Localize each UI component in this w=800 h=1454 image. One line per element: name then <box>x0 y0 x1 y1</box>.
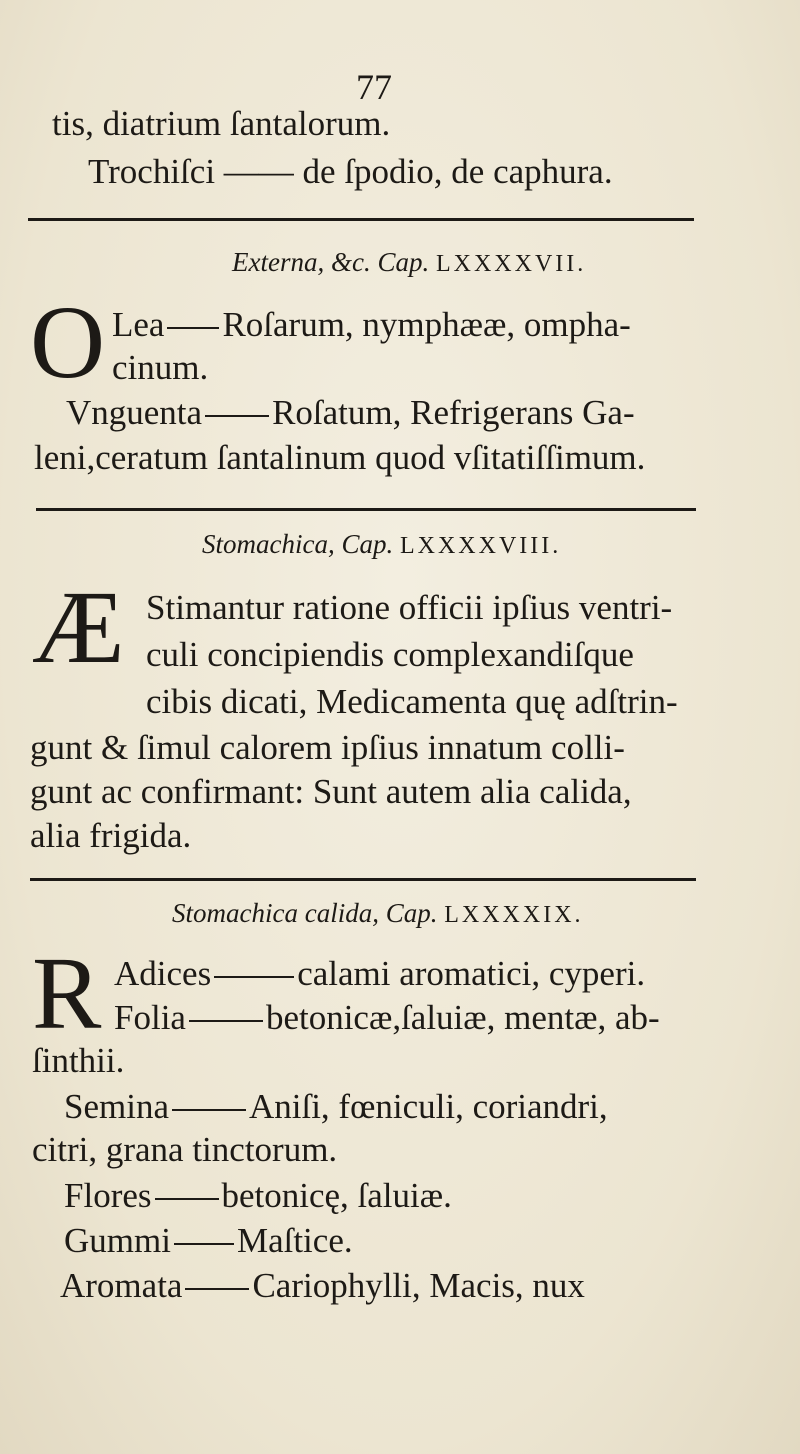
entry-label: Aromata <box>60 1266 183 1305</box>
text-line: cinum. <box>112 348 209 387</box>
entry-text: betonicę, ſaluiæ. <box>221 1176 452 1215</box>
text-line: gunt ac confirmant: Sunt autem alia calida, <box>30 772 632 811</box>
entry-text: Roſarum, nymphææ, ompha- <box>222 305 631 344</box>
entry-label: Adices <box>114 954 212 993</box>
text-line: Stimantur ratione officii ipſius ventri- <box>146 588 673 627</box>
entry-label: Folia <box>114 998 186 1037</box>
text-line <box>64 1176 452 1216</box>
entry-label: Semina <box>64 1087 169 1126</box>
heading-numeral: LXXXXVIII. <box>399 533 562 559</box>
text-line <box>66 393 635 433</box>
text-line <box>114 998 660 1038</box>
text-line: culi concipiendis complexandiſque <box>146 635 634 674</box>
text-line: Trochiſci —— de ſpodio, de caphura. <box>88 152 613 191</box>
text-line: alia frigida. <box>30 816 192 855</box>
drop-capital: O <box>30 285 106 400</box>
heading-text: Externa, &c. Cap. <box>232 247 430 277</box>
text-line <box>64 1221 353 1261</box>
text-line: leni,ceratum ſantalinum quod vſitatiſſimum. <box>34 438 646 477</box>
text-line <box>60 1266 585 1306</box>
heading-text: Stomachica calida, Cap. <box>172 898 438 928</box>
section-heading-stomachica-calida <box>172 897 584 931</box>
page-number: 77 <box>356 67 392 107</box>
section-rule <box>36 508 696 511</box>
text-line: tis, diatrium ſantalorum. <box>52 104 391 143</box>
text-line <box>114 954 645 994</box>
heading-numeral: LXXXXVII. <box>435 251 587 277</box>
heading-numeral: LXXXXIX. <box>444 902 584 928</box>
entry-text: calami aromatici, cyperi. <box>297 954 646 993</box>
section-rule <box>30 878 696 881</box>
entry-label: Gummi <box>64 1221 171 1260</box>
drop-capital: R <box>32 936 102 1051</box>
text-line: ſinthii. <box>32 1041 125 1080</box>
text-line: citri, grana tinctorum. <box>32 1130 338 1169</box>
text-line <box>64 1087 608 1127</box>
entry-label: Vnguenta <box>66 393 203 432</box>
entry-text: Aniſi, fœniculi, coriandri, <box>248 1087 608 1126</box>
section-rule <box>28 218 694 221</box>
entry-text: Cariophylli, Macis, nux <box>252 1266 585 1305</box>
text-line: cibis dicati, Medicamenta quę adſtrin- <box>146 682 678 721</box>
entry-text: Roſatum, Refrigerans Ga- <box>272 393 635 432</box>
heading-text: Stomachica, Cap. <box>202 529 394 559</box>
section-heading-externa <box>232 246 586 280</box>
section-heading-stomachica <box>202 528 561 562</box>
entry-text: betonicæ,ſaluiæ, mentæ, ab- <box>265 998 660 1037</box>
entry-label: Lea <box>112 305 165 344</box>
entry-label: Flores <box>64 1176 152 1215</box>
text-line: gunt & ſimul calorem ipſius innatum colli- <box>30 728 625 767</box>
entry-text: Maſtice. <box>236 1221 353 1260</box>
drop-capital: Æ <box>32 570 125 685</box>
text-line <box>112 305 631 345</box>
